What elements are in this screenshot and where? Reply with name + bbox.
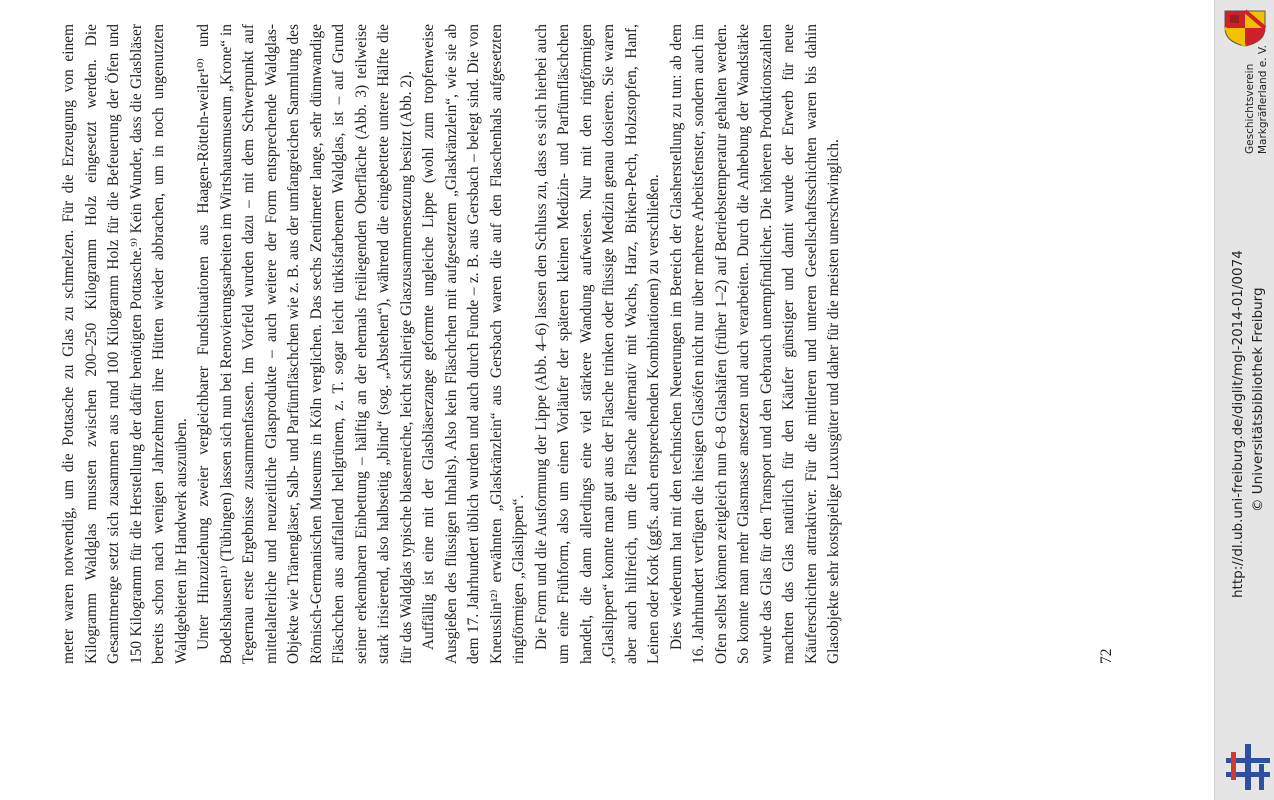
sidebar-divider [1214, 0, 1215, 800]
coat-of-arms-icon [1222, 8, 1268, 48]
paragraph-3: Auffällig ist eine mit der Glasbläserzange geformte ungleiche Lippe (wohl zum tropfenweise Ausgießen des flüssigen Inhalts). Also kein Fläschchen mit aufgesetztem „Glaskränzlein“, wie sie ab dem 17. Jahrhundert üblich wurden und auch durch Funde – z. B. aus Gersbach – belegt sind. Die von Kneusslin¹²⁾ erwähnten „Glaskränzlein“ aus Gersbach waren die auf den Flaschenhals aufgesetzten ringförmigen „Glaslippen“. [420, 24, 527, 664]
society-name-line1: Geschichtsverein [1244, 63, 1256, 154]
ub-freiburg-logo-icon[interactable] [1226, 742, 1270, 792]
body-text [58, 24, 846, 664]
society-name-line2: Markgräflerland e. V. [1257, 44, 1269, 154]
paragraph-1: meter waren notwendig, um die Pottasche zu Glas zu schmelzen. Für die Erzeugung von einem Kilogramm Waldglas mussten zwischen 200–250 Kilogramm Holz eingesetzt werden. Die Gesamtmenge setzt sich zusammen aus rund 100 Kilogramm Holz für die Befeuerung der Öfen und 150 Kilogramm für die Herstellung der dafür benötigten Pottasche.⁹⁾ Kein Wunder, dass die Glasbläser bereits schon nach wenigen Jahrzehnten ihre Hütten wieder abbrachen, um in noch ungenutzten Waldgebieten ihr Handwerk auszuüben. [60, 24, 190, 664]
document-page [58, 16, 1158, 672]
paragraph-2: Unter Hinzuziehung zweier vergleichbarer Fundsituationen aus Haagen-Rötteln-weiler¹⁰⁾ und Bodelshausen¹¹⁾ (Tübingen) lassen sich nun bei Renovierungsarbeiten im Wirtshausmuseum „Krone“ in Tegernau erste Ergebnisse zusammenfassen. Im Vorfeld wurden dazu – mit dem Schwerpunkt auf mittelalterliche und neuzeitliche Glasprodukte – auch weitere der Form entsprechende Waldglas-Objekte wie Tränengläser, Salb- und Parfümfläschchen wie z. B. aus der umfangreichen Sammlung des Römisch-Germanischen Museums in Köln verglichen. Das sechs Zentimeter lange, sehr dünnwandige Fläschchen aus auffallend hellgrünem, z. T. sogar leicht türkisfarbenem Waldglas, ist – auf Grund seiner erkennbaren Einbettung – hälftig an der ehemals freiliegenden Oberfläche (Abb. 3) teilweise stark irisierend, also halbseitig „blind“ (sog. „Abstehen“), während die eingebettete untere Hälfte die für das Waldglas typische blasenreiche, leicht schlierige Glaszusammensetzung besitzt (Abb. 2). [195, 24, 415, 664]
paragraph-4: Die Form und die Ausformung der Lippe (Abb. 4–6) lassen den Schluss zu, dass es sich hierbei auch um eine Frühform, also um einen Vorläufer der späteren kleinen Medizin- und Parfümfläschchen handelt, die dann allerdings eine viel stärkere Wandung aufweisen. Nur mit den ringförmigen „Glaslippen“ konnte man gut aus der Flasche trinken oder flüssige Medizin genau dosieren. Sie waren aber auch hilfreich, um die Flasche alternativ mit Wachs, Harz, Birken-Pech, Holzstopfen, Hanf, Leinen oder Kork (ggfs. auch entsprechenden Kombinationen) zu verschließen. [532, 24, 662, 664]
paragraph-5: Dies wiederum hat mit den technischen Neuerungen im Bereich der Glasherstellung zu tun: ab dem 16. Jahrhundert verfügen die hiesigen Glasöfen nicht nur über mehrere Arbeitsfenster, sondern auch im Ofen selbst können zeitgleich nun 6–8 Glashäfen (früher 1–2) auf Betriebstemperatur gehalten werden. So konnte man mehr Glasmasse ansetzen und auch verarbeiten. Durch die Anhebung der Wandstärke wurde das Glas für den Transport und den Gebrauch unempfindlicher. Die höheren Produktionszahlen machten das Glas natürlich für den Käufer günstiger und damit wurde der Erwerb für neue Käuferschichten attraktiver. Für die mittleren und unteren Gesellschaftsschichten waren bis dahin Glasobjekte sehr kostspielige Luxusgüter und daher für die meisten unerschwinglich. [667, 24, 842, 664]
page-number: 72 [1098, 648, 1115, 664]
copyright-notice: © Universitätsbibliothek Freiburg [1250, 287, 1266, 512]
document-url-link[interactable]: http://dl.ub.uni-freiburg.de/diglit/mgl-2014-01/0074 [1230, 250, 1246, 598]
